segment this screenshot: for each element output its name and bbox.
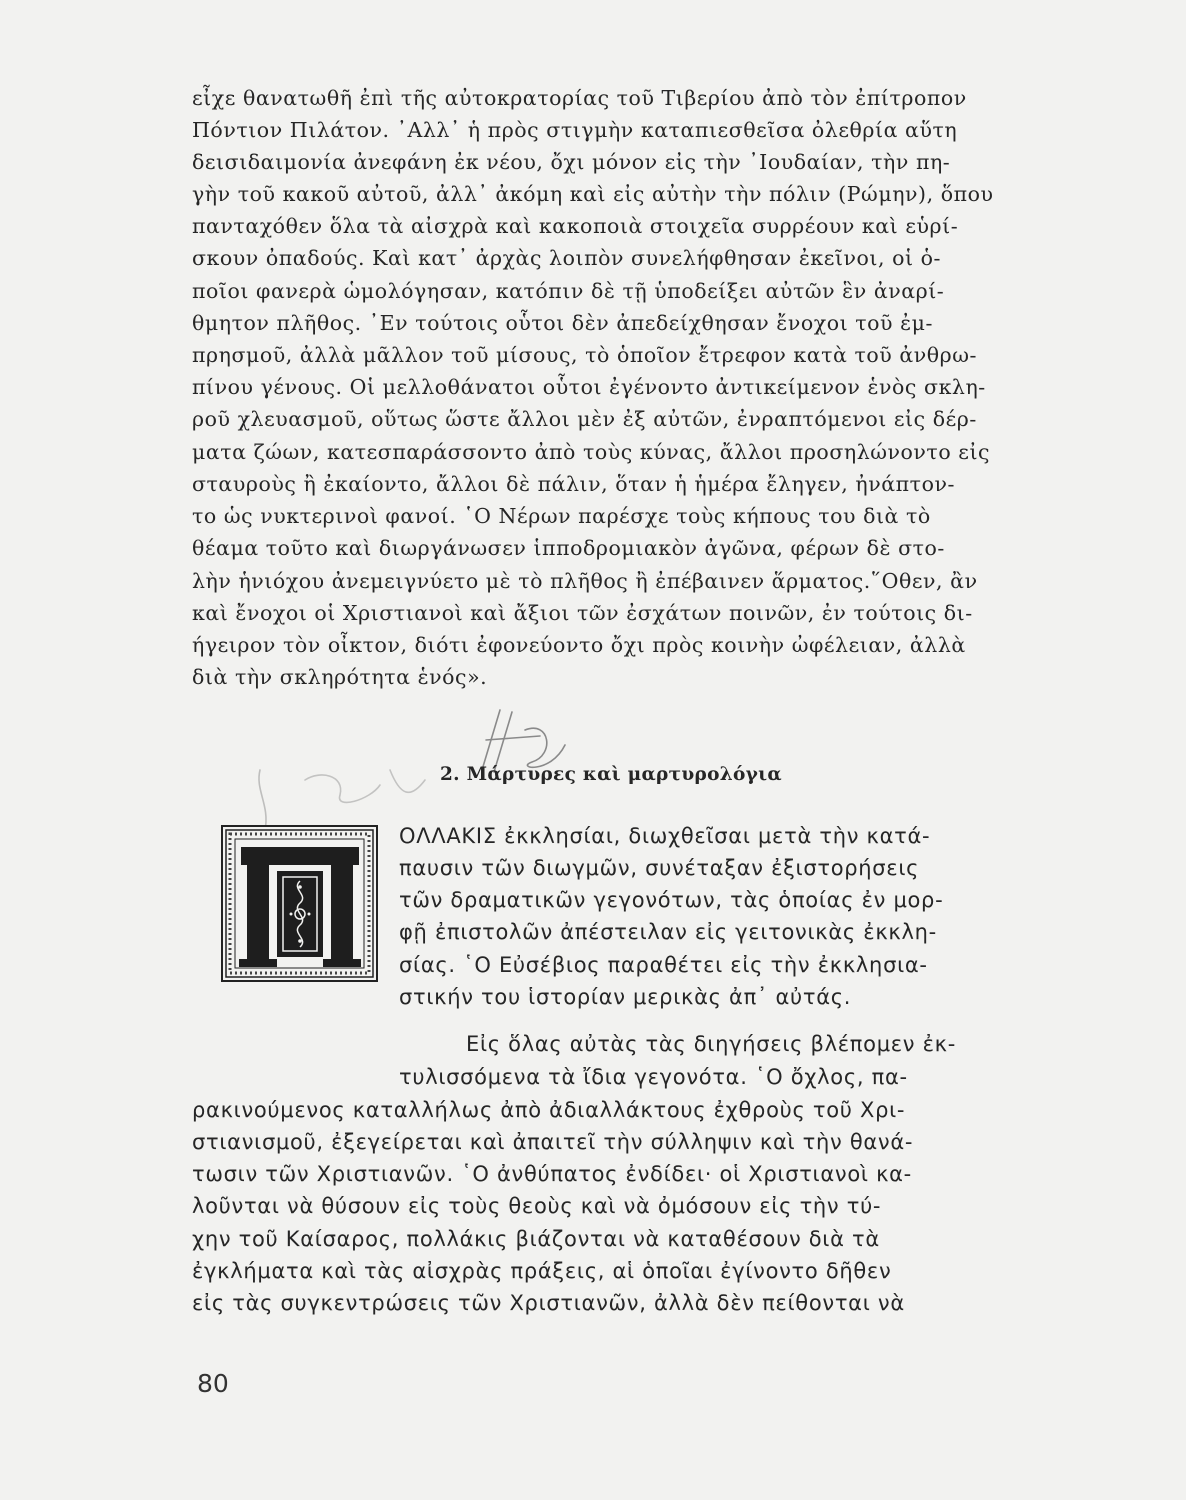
text-line: πίνου γένους. Οἱ μελλοθάνατοι οὗτοι ἐγένοντο ἀντικείμενον ἑνὸς σκλη-	[192, 375, 986, 399]
text-line: δεισιδαιμονία ἀνεφάνη ἐκ νέου, ὄχι μόνον εἰς τὴν ᾿Ιουδαίαν, τὴν πη-	[192, 150, 951, 174]
text-line: θμητον πλῆθος. ᾿Εν τούτοις οὗτοι δὲν ἀπεδείχθησαν ἔνοχοι τοῦ ἐμ-	[192, 311, 934, 335]
text-line: εἶχε θανατωθῆ ἐπὶ τῆς αὐτοκρατορίας τοῦ Τιβερίου ἀπὸ τὸν ἐπίτροπον	[192, 86, 967, 110]
text-line: λὴν ἡνιόχου ἀνεμειγνύετο μὲ τὸ πλῆθος ἢ ἐπέβαινεν ἅρματος.῞Οθεν, ἂν	[192, 569, 978, 593]
page-number: 80	[197, 1369, 229, 1398]
text-line: Εἰς ὅλας αὐτὰς τὰς διηγήσεις βλέπομεν ἐκ-	[466, 1032, 957, 1056]
text-line: θέαμα τοῦτο καὶ διωργάνωσεν ἱπποδρομιακὸν ἀγῶνα, φέρων δὲ στο-	[192, 536, 945, 560]
text-line: καὶ ἔνοχοι οἱ Χριστιανοὶ καὶ ἄξιοι τῶν ἐσχάτων ποινῶν, ἐν τούτοις δι-	[192, 601, 973, 625]
text-line: τῶν δραματικῶν γεγονότων, τὰς ὁποίας ἐν μορ-	[399, 888, 944, 912]
text-line: γὴν τοῦ κακοῦ αὐτοῦ, ἀλλ᾿ ἀκόμη καὶ εἰς αὐτὴν τὴν πόλιν (Ρώμην), ὅπου	[192, 182, 994, 206]
text-line: πανταχόθεν ὅλα τὰ αἰσχρὰ καὶ κακοποιὰ στοιχεῖα συρρέουν καὶ εὑρί-	[192, 214, 959, 238]
text-line: ματα ζώων, κατεσπαράσσοντο ἀπὸ τοὺς κύνας, ἄλλοι προσηλώνοντο εἰς	[192, 440, 991, 464]
text-line: φῇ ἐπιστολῶν ἀπέστειλαν εἰς γειτονικὰς ἐκκλη-	[399, 920, 937, 944]
text-line: διὰ τὴν σκληρότητα ἑνός».	[192, 665, 488, 689]
text-line: ήγειρον τὸν οἶκτον, διότι ἐφονεύοντο ὄχι πρὸς κοινὴν ὠφέλειαν, ἀλλὰ	[192, 633, 966, 657]
text-line: εἰς τὰς συγκεντρώσεις τῶν Χριστιανῶν, ἀλλὰ δὲν πείθονται νὰ	[192, 1291, 905, 1315]
text-line: στιανισμοῦ, ἐξεγείρεται καὶ ἀπαιτεῖ τὴν σύλληψιν καὶ τὴν θανά-	[192, 1130, 914, 1154]
text-line: χην τοῦ Καίσαρος, πολλάκις βιάζονται νὰ καταθέσουν διὰ τὰ	[192, 1227, 880, 1251]
text-line: ἐγκλήματα καὶ τὰς αἰσχρὰς πράξεις, αἱ ὁποῖαι ἐγίνοντο δῆθεν	[192, 1259, 892, 1283]
ornamental-dropcap-pi-icon	[221, 825, 378, 982]
section-heading: 2. Μάρτυρες καὶ μαρτυρολόγια	[440, 764, 782, 785]
text-line: σίας. ῾Ο Εὐσέβιος παραθέτει εἰς τὴν ἐκκλησια-	[399, 953, 928, 977]
text-line: ΟΛΛΑΚΙΣ ἐκκλησίαι, διωχθεῖσαι μετὰ τὴν κατά-	[399, 824, 931, 848]
text-line: παυσιν τῶν διωγμῶν, συνέταξαν ἐξιστορήσεις	[399, 856, 920, 880]
text-line: τωσιν τῶν Χριστιανῶν. ῾Ο ἀνθύπατος ἐνδίδει· οἱ Χριστιανοὶ κα-	[192, 1162, 912, 1186]
text-line: το ὡς νυκτερινοὶ φανοί. ῾Ο Νέρων παρέσχε τοὺς κήπους του διὰ τὸ	[192, 504, 931, 528]
text-line: λοῦνται νὰ θύσουν εἰς τοὺς θεοὺς καὶ νὰ ὀμόσουν εἰς τὴν τύ-	[192, 1194, 882, 1218]
text-line: σκουν ὀπαδούς. Καὶ κατ᾿ ἀρχὰς λοιπὸν συνελήφθησαν ἐκεῖνοι, οἱ ὁ-	[192, 246, 942, 270]
text-line: Πόντιον Πιλάτον. ᾿Αλλ᾿ ἡ πρὸς στιγμὴν καταπιεσθεῖσα ὀλεθρία αὕτη	[192, 118, 958, 142]
text-line: ποῖοι φανερὰ ὡμολόγησαν, κατόπιν δὲ τῇ ὑποδείξει αὐτῶν ἓν ἀναρί-	[192, 279, 945, 303]
text-line: τυλισσόμενα τὰ ἴδια γεγονότα. ῾Ο ὄχλος, πα-	[399, 1065, 908, 1089]
text-line: σταυροὺς ἢ ἐκαίοντο, ἄλλοι δὲ πάλιν, ὅταν ἡ ἡμέρα ἔληγεν, ἠνάπτον-	[192, 472, 955, 496]
text-line: πρησμοῦ, ἀλλὰ μᾶλλον τοῦ μίσους, τὸ ὁποῖον ἔτρεφον κατὰ τοῦ ἀνθρω-	[192, 343, 978, 367]
text-line: στικήν του ἱστορίαν μερικὰς ἀπ᾿ αὐτάς.	[399, 985, 852, 1009]
text-line: ροῦ χλευασμοῦ, οὕτως ὥστε ἄλλοι μὲν ἐξ αὐτῶν, ἐνραπτόμενοι εἰς δέρ-	[192, 407, 977, 431]
text-line: ρακινούμενος καταλλήλως ἀπὸ ἀδιαλλάκτους ἐχθροὺς τοῦ Χρι-	[192, 1098, 906, 1122]
